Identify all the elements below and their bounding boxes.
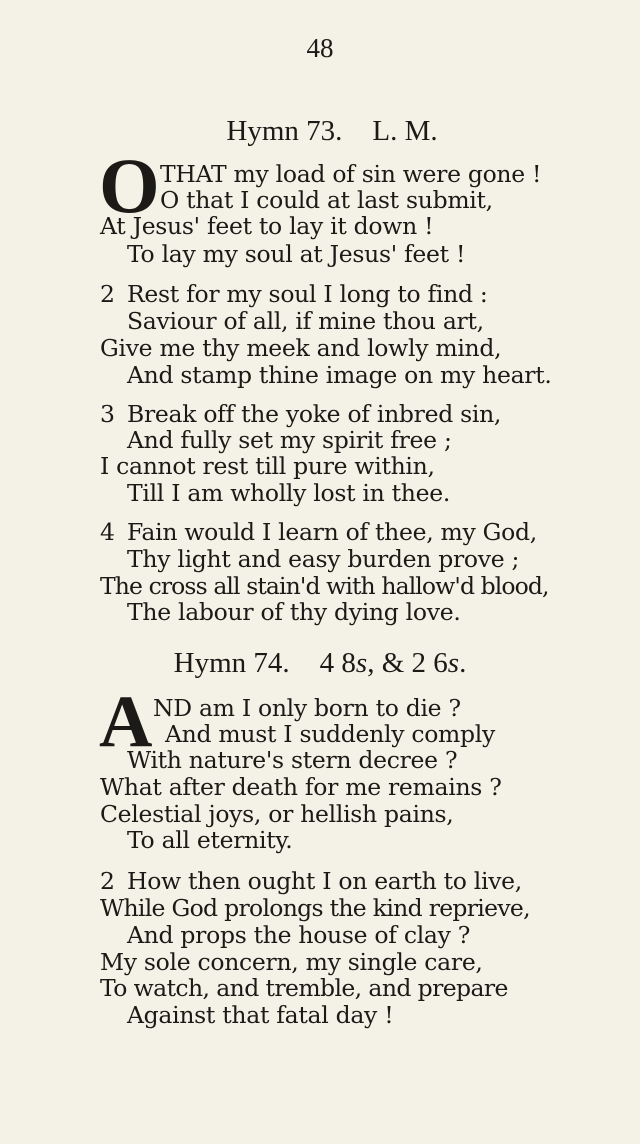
meter-part: , & 2 6 xyxy=(367,647,448,679)
hymn-74-v1-line-6: To all eternity. xyxy=(127,826,293,854)
meter-part: 4 8 xyxy=(319,647,356,679)
hymn-73-v3-line-1 xyxy=(100,400,501,428)
hymn-74-meter xyxy=(320,647,467,679)
hymn-73-first-line: THAT my load of sin were gone ! xyxy=(160,160,542,188)
hymn-73-v3-line-2: And fully set my spirit free ; xyxy=(127,426,452,454)
page-number: 48 xyxy=(306,33,334,63)
hymn-74-first-line: ND am I only born to die ? xyxy=(153,694,461,722)
hymn-74-v2-line-1 xyxy=(100,867,522,895)
meter-part: . xyxy=(459,647,467,679)
hymn-73-v4-line-2: Thy light and easy burden prove ; xyxy=(127,545,520,573)
verse-number: 3 xyxy=(100,400,115,428)
verse-line-text: Break off the yoke of inbred sin, xyxy=(127,400,502,428)
hymn-73-v2-line-2: Saviour of all, if mine thou art, xyxy=(127,307,484,335)
verse-line-text: Fain would I learn of thee, my God, xyxy=(127,518,537,546)
hymn-74-v1-line-2: And must I suddenly comply xyxy=(165,720,495,748)
hymn-74-v1-line-5: Celestial joys, or hellish pains, xyxy=(100,800,454,828)
hymn-73-v1-line-4: To lay my soul at Jesus' feet ! xyxy=(127,240,466,268)
verse-number: 2 xyxy=(100,867,115,895)
hymn-74-v2-line-4: My sole concern, my single care, xyxy=(100,948,483,976)
hymn-74-v2-line-5: To watch, and tremble, and prepare xyxy=(100,974,508,1002)
hymn-73-v3-line-3: I cannot rest till pure within, xyxy=(100,452,435,480)
hymn-73-v1-line-3: At Jesus' feet to lay it down ! xyxy=(100,212,434,240)
hymn-73-v1-line-2: O that I could at last submit, xyxy=(160,186,493,214)
hymn-74-v2-line-2: While God prolongs the kind reprieve, xyxy=(100,894,530,922)
meter-part: s xyxy=(447,647,460,679)
hymn-73-v4-line-3: The cross all stain'd with hallow'd blood, xyxy=(100,572,549,600)
hymn-73-v3-line-4: Till I am wholly lost in thee. xyxy=(127,479,451,507)
verse-number: 4 xyxy=(100,518,115,546)
hymn-74-v1-line-4: What after death for me remains ? xyxy=(100,773,502,801)
verse-line-text: Rest for my soul I long to find : xyxy=(127,280,488,308)
hymn-73-v4-line-4: The labour of thy dying love. xyxy=(127,598,461,626)
hymn-73-v4-line-1 xyxy=(100,518,537,546)
hymn-73-meter: L. M. xyxy=(372,115,438,147)
hymn-73-v2-line-3: Give me thy meek and lowly mind, xyxy=(100,334,502,362)
hymn-74-title xyxy=(0,647,640,680)
hymn-73-v2-line-4: And stamp thine image on my heart. xyxy=(127,361,552,389)
hymn-74-drop-cap: A xyxy=(99,681,153,763)
verse-line-text: How then ought I on earth to live, xyxy=(127,867,522,895)
hymn-74-v2-line-6: Against that fatal day ! xyxy=(127,1001,394,1029)
hymn-73-number: Hymn 73. xyxy=(226,115,343,147)
meter-part: s xyxy=(355,647,368,679)
hymn-74-v2-line-3: And props the house of clay ? xyxy=(127,921,471,949)
hymn-73-v2-line-1 xyxy=(100,280,488,308)
hymn-73-drop-cap: O xyxy=(99,142,160,229)
verse-number: 2 xyxy=(100,280,115,308)
hymn-74-number: Hymn 74. xyxy=(173,647,290,679)
hymn-74-v1-line-3: With nature's stern decree ? xyxy=(127,746,458,774)
